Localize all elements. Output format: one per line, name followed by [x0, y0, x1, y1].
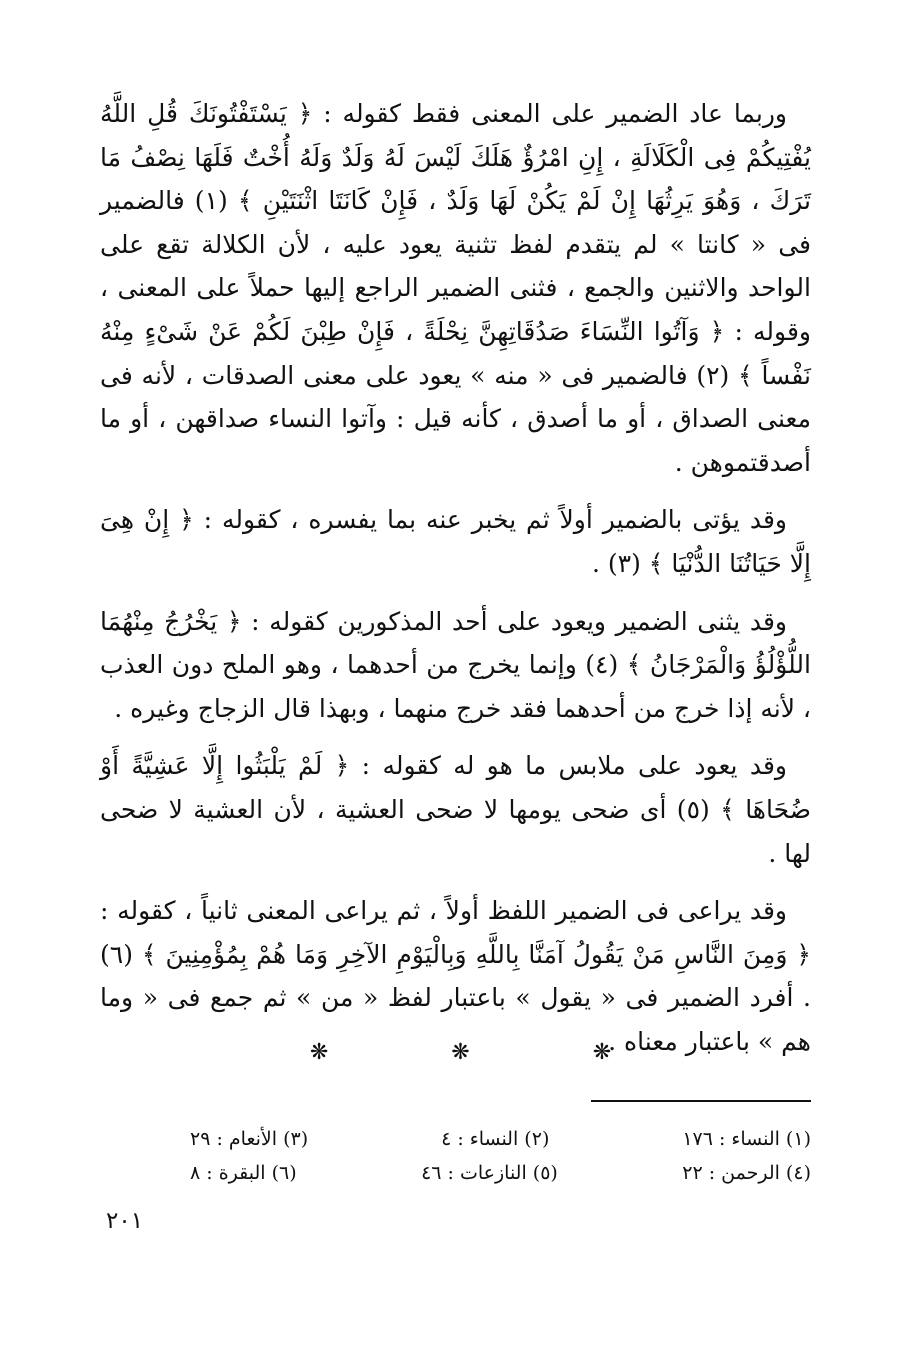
paragraph-associated-pronoun: [100, 744, 811, 875]
footnote-5: (٥) النازعات : ٤٦: [421, 1162, 558, 1184]
paragraph-text: وربما عاد الضمير على المعنى فقط كقوله : ﴿ يَسْتَفْتُونَكَ قُلِ اللَّهُ يُفْتِيكُمْ فِى الْكَلَالَةِ ، إِنِ امْرُؤٌ هَلَكَ لَيْسَ لَهُ وَلَدٌ وَلَهُ أُخْتٌ فَلَهَا نِصْفُ مَا تَرَكَ ، وَهُوَ يَرِثُهَا إِنْ لَمْ يَكُنْ لَهَا وَلَدٌ ، فَإِنْ كَانَتَا اثْنَتَيْنِ ﴾ (١) فالضمير فى « كانتا » لم يتقدم لفظ تثنية يعود عليه ، لأن الكلالة تقع على الواحد والاثنين والجمع ، فثنى الضمير الراجع إليها حملاً على المعنى ، وقوله : ﴿ وَآتُوا النِّسَاءَ صَدُقَاتِهِنَّ نِحْلَةً ، فَإِنْ طِبْنَ لَكُمْ عَنْ شَىْءٍ مِنْهُ نَفْساً ﴾ (٢) فالضمير فى « منه » يعود على معنى الصدقات ، لأنه فى معنى الصداق ، أو ما أصدق ، كأنه قيل : وآتوا النساء صداقهن ، أو ما أصدقتموهن .: [100, 99, 812, 477]
footnote-1: (١) النساء : ١٧٦: [682, 1128, 811, 1150]
page-number: ٢٠١: [106, 1208, 144, 1234]
footnote-row: [190, 1156, 811, 1190]
paragraph-text: وقد يثنى الضمير ويعود على أحد المذكورين كقوله : ﴿ يَخْرُجُ مِنْهُمَا اللُّؤْلُؤُ وَالْمَرْجَانُ ﴾ (٤) وإنما يخرج من أحدهما ، وهو الملح دون العذب ، لأنه إذا خرج من أحدهما فقد خرج منهما ، وبهذا قال الزجاج وغيره .: [100, 606, 811, 723]
footnotes: [190, 1122, 811, 1190]
footnote-row: [190, 1122, 811, 1156]
footnote-4: (٤) الرحمن : ٢٢: [682, 1162, 811, 1184]
paragraph-dual-pronoun: [100, 600, 811, 731]
footnote-3: (٣) الأنعام : ٢٩: [190, 1128, 309, 1150]
paragraph-word-then-meaning: [100, 889, 811, 1063]
paragraph-pronoun-first: [100, 498, 811, 585]
footnote-divider: [591, 1100, 811, 1102]
paragraph-text: وقد يؤتى بالضمير أولاً ثم يخبر عنه بما يفسره ، كقوله : ﴿ إِنْ هِىَ إِلَّا حَيَاتُنَا الدُّنْيَا ﴾ (٣) .: [100, 505, 811, 578]
paragraph-pronoun-meaning: [100, 92, 811, 484]
footnote-2: (٢) النساء : ٤: [441, 1128, 550, 1150]
section-separator: ❋ ❋ ❋: [309, 1040, 670, 1065]
paragraph-text: وقد يراعى فى الضمير اللفظ أولاً ، ثم يراعى المعنى ثانياً ، كقوله : ﴿ وَمِنَ النَّاسِ مَنْ يَقُولُ آمَنَّا بِاللَّهِ وَبِالْيَوْمِ الآخِرِ وَمَا هُمْ بِمُؤْمِنِينَ ﴾ (٦) . أفرد الضمير فى « يقول » باعتبار لفظ « من » ثم جمع فى « وما هم » باعتبار معناه .: [100, 896, 811, 1056]
main-text: [100, 92, 811, 1063]
paragraph-text: وقد يعود على ملابس ما هو له كقوله : ﴿ لَمْ يَلْبَثُوا إِلَّا عَشِيَّةً أَوْ ضُحَاهَا ﴾ (٥) أى ضحى يومها لا ضحى العشية ، لأن العشية لا ضحى لها .: [100, 751, 811, 868]
footnote-6: (٦) البقرة : ٨: [190, 1162, 297, 1184]
